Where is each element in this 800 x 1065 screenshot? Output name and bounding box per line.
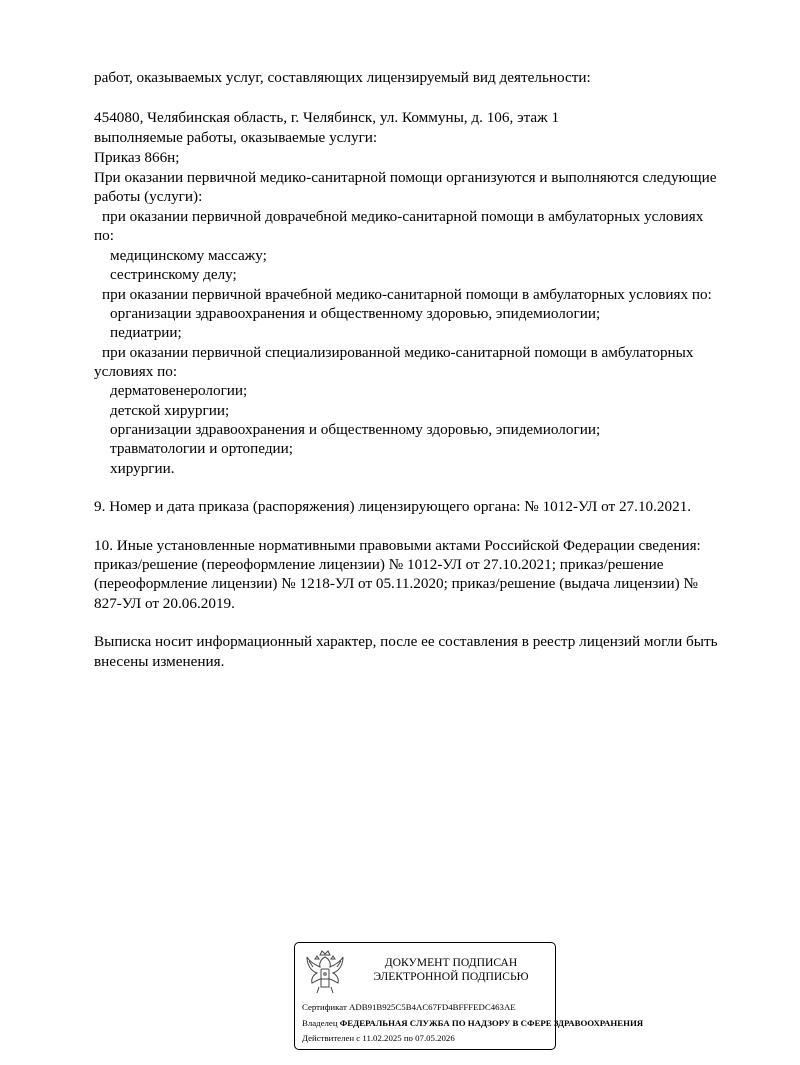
text-line: работ, оказываемых услуг, составляющих лицензируемый вид деятельности: bbox=[94, 69, 591, 86]
signature-stamp bbox=[294, 942, 644, 1050]
text-line: (переоформление лицензии) № 1218-УЛ от 05.11.2020; приказ/решение (выдача лицензии) № bbox=[94, 575, 698, 592]
text-line: по: bbox=[94, 227, 114, 244]
stamp-title-line2: ЭЛЕКТРОННОЙ ПОДПИСЬЮ bbox=[373, 970, 529, 983]
text-line: медицинскому массажу; bbox=[110, 247, 267, 264]
text-line: организации здравоохранения и общественному здоровью, эпидемиологии; bbox=[110, 305, 601, 322]
text-line: при оказании первичной специализированной медико-санитарной помощи в амбулаторных bbox=[102, 344, 694, 361]
text-line: приказ/решение (переоформление лицензии) № 1012-УЛ от 27.10.2021; приказ/решение bbox=[94, 556, 664, 573]
text-line: хирургии. bbox=[110, 460, 175, 477]
owner-value: ФЕДЕРАЛЬНАЯ СЛУЖБА ПО НАДЗОРУ В СФЕРЕ ЗДРАВООХРАНЕНИЯ bbox=[339, 1018, 644, 1028]
certificate-row bbox=[302, 1001, 554, 1013]
text-line: при оказании первичной доврачебной медико-санитарной помощи в амбулаторных условиях bbox=[102, 208, 704, 225]
text-line: При оказании первичной медико-санитарной помощи организуются и выполняются следующие bbox=[94, 169, 717, 186]
text-line: внесены изменения. bbox=[94, 653, 225, 670]
text-line: детской хирургии; bbox=[110, 402, 230, 419]
text-line: выполняемые работы, оказываемые услуги: bbox=[94, 129, 378, 146]
owner-row bbox=[302, 1017, 644, 1029]
text-line: организации здравоохранения и общественному здоровью, эпидемиологии; bbox=[110, 421, 601, 438]
text-line: сестринскому делу; bbox=[110, 266, 237, 283]
certificate-value: ADB91B925C5B4AC67FD4BFFFEDC463AE bbox=[349, 1002, 516, 1012]
text-line: дерматовенерологии; bbox=[110, 382, 248, 399]
text-line: травматологии и ортопедии; bbox=[110, 440, 294, 457]
text-line: Приказ 866н; bbox=[94, 149, 180, 166]
text-line: 454080, Челябинская область, г. Челябинск, ул. Коммуны, д. 106, этаж 1 bbox=[94, 109, 560, 126]
text-line: при оказании первичной врачебной медико-санитарной помощи в амбулаторных условиях по: bbox=[102, 286, 712, 303]
text-line: работы (услуги): bbox=[94, 188, 203, 205]
certificate-label: Сертификат bbox=[302, 1002, 347, 1012]
coat-of-arms-icon bbox=[303, 949, 347, 995]
text-line: условиях по: bbox=[94, 363, 178, 380]
text-line: Выписка носит информационный характер, после ее составления в реестр лицензий могли быть bbox=[94, 633, 718, 650]
text-line: 827-УЛ от 20.06.2019. bbox=[94, 595, 235, 612]
validity-text: Действителен с 11.02.2025 по 07.05.2026 bbox=[302, 1033, 455, 1043]
text-line: 10. Иные установленные нормативными правовыми актами Российской Федерации сведения: bbox=[94, 537, 701, 554]
text-line: педиатрии; bbox=[110, 324, 182, 341]
stamp-title-line1: ДОКУМЕНТ ПОДПИСАН bbox=[384, 956, 518, 969]
text-line: 9. Номер и дата приказа (распоряжения) лицензирующего органа: № 1012-УЛ от 27.10.2021. bbox=[94, 498, 692, 515]
owner-label: Владелец bbox=[302, 1018, 338, 1028]
